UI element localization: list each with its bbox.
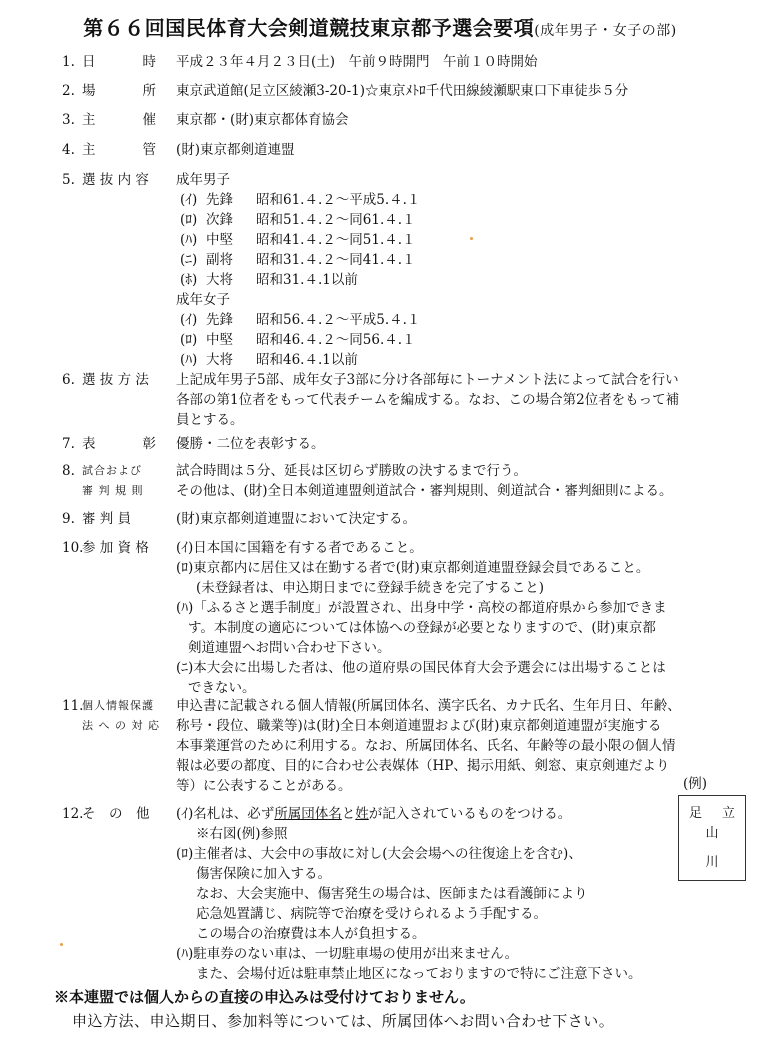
section-number: 5. — [62, 172, 75, 188]
text-line: また、会場付近は駐車禁止地区になっておりますので特にご注意下さい。 — [196, 966, 642, 982]
text-line: (ｲ)名札は、必ず所属団体名と姓が記入されているものをつける。 — [176, 806, 572, 822]
section-number: 2. — [62, 83, 75, 99]
section-text: 優勝・二位を表彰する。 — [176, 436, 325, 452]
text-line: 傷害保険に加入する。 — [196, 866, 331, 882]
list-item: (ﾛ) 次鋒 昭和51.４.２～同61.４.１ — [180, 212, 416, 228]
section-number: 8. — [62, 463, 75, 479]
example-label: (例) — [683, 776, 708, 792]
section-number: 11. — [62, 698, 84, 714]
text-line: 本事業運営のために利用する。なお、所属団体名、氏名、年齢等の最小限の個人情 — [176, 738, 676, 754]
section-text: (財)東京都剣道連盟において決定する。 — [176, 511, 417, 527]
section-number: 10. — [62, 540, 84, 556]
section-label: 選 抜 方 法 — [82, 372, 149, 388]
section-label: そ の 他 — [82, 806, 150, 822]
women-heading: 成年女子 — [176, 292, 230, 308]
text-line: 各部の第1位者をもって代表チームを編成する。なお、この場合第2位者をもって補 — [176, 392, 680, 408]
section-number: 7. — [62, 436, 75, 452]
text-line: できない。 — [188, 680, 256, 696]
text-line: 応急処置講じ、病院等で治療を受けられるよう手配する。 — [196, 906, 547, 922]
contact-notice: 申込方法、申込期日、参加料等については、所属団体へお問い合わせ下さい。 — [72, 1012, 615, 1030]
section-label: 場 所 — [82, 83, 156, 99]
section-number: 9. — [62, 511, 75, 527]
section-text: 平成２３年４月２３日(土) 午前９時開門 午前１０時開始 — [176, 54, 538, 70]
section-body — [176, 370, 716, 430]
section-text: 東京都・(財)東京都体育協会 — [176, 112, 349, 128]
text-line: ※右図(例)参照 — [196, 826, 288, 842]
section-body — [176, 461, 716, 501]
list-item: (ﾊ) 大将 昭和46.４.1以前 — [180, 352, 358, 368]
nametag-char: 立 — [721, 806, 735, 821]
section-number: 6. — [62, 372, 75, 388]
section-label: 主 管 — [82, 142, 156, 158]
section-number: 4. — [62, 142, 75, 158]
underlined-text: 所属団体名 — [274, 806, 342, 822]
section-label: 参 加 資 格 — [82, 540, 149, 556]
section-label: 主 催 — [82, 112, 156, 128]
section-number: 1. — [62, 54, 75, 70]
nametag-char: 足 — [688, 806, 702, 821]
print-speck — [60, 943, 63, 946]
print-speck — [470, 237, 473, 240]
section-number: 12. — [62, 806, 84, 822]
section-label: 日 時 — [82, 54, 156, 70]
underlined-text: 姓 — [355, 806, 369, 822]
text-line: なお、大会実施中、傷害発生の場合は、医師または看護師により — [196, 886, 588, 902]
section-label: 個人情報保護 法 へ の 対 応 — [82, 699, 160, 732]
text-line: その他は、(財)全日本剣道連盟剣道試合・審判規則、剣道試合・審判細則による。 — [176, 483, 673, 499]
section-label: 審 判 員 — [82, 511, 132, 527]
section-label: 表 彰 — [82, 436, 156, 452]
section-number: 3. — [62, 112, 75, 128]
text-line: 試合時間は５分、延長は区切らず勝敗の決するまで行う。 — [176, 463, 527, 479]
title-sub: (成年男子・女子の部) — [534, 23, 677, 39]
text-line: 申込書に記載される個人情報(所属団体名、漢字氏名、カナ氏名、生年月日、年齢、 — [176, 698, 681, 714]
list-item: (ｲ) 先鋒 昭和56.４.２～平成5.４.１ — [180, 312, 421, 328]
section-body — [176, 170, 716, 370]
men-heading: 成年男子 — [176, 172, 230, 188]
text-line: (ｲ)日本国に国籍を有する者であること。 — [176, 540, 423, 556]
section-body — [176, 538, 716, 698]
page-title — [0, 12, 760, 41]
nametag-char: 山 — [705, 826, 719, 841]
section-body — [176, 804, 716, 984]
text-line: (ﾊ)「ふるさと選手制度」が設置され、出身中学・高校の都道府県から参加できま — [176, 600, 667, 616]
nametag-example — [678, 795, 746, 881]
text-line: 剣道連盟へお問い合わせ下さい。 — [188, 640, 391, 656]
text-line: 員とする。 — [176, 412, 244, 428]
text-line: 上記成年男子5部、成年女子3部に分け各部毎にトーナメント法によって試合を行い — [176, 372, 679, 388]
text-line: この場合の治療費は本人が負担する。 — [196, 926, 426, 942]
text-line: 称号・段位、職業等)は(財)全日本剣道連盟および(財)東京都剣道連盟が実施する — [176, 718, 662, 734]
list-item: (ｲ) 先鋒 昭和61.４.２～平成5.４.１ — [180, 192, 421, 208]
section-body — [176, 696, 716, 796]
section-label: 試合および 審 判 規 則 — [82, 464, 144, 497]
text-line: 報は必要の都度、目的に合わせ公表媒体（HP、掲示用紙、剣窓、東京剣連だより — [176, 758, 670, 774]
text-line: (ﾆ)本大会に出場した者は、他の道府県の国民体育大会予選会には出場することは — [176, 660, 666, 676]
text-line: (ﾛ)主催者は、大会中の事故に対し(大会会場への往復途上を含む)、 — [176, 846, 582, 862]
text-line: す。本制度の適応については体協への登録が必要となりますので、(財)東京都 — [188, 620, 656, 636]
title-main: 第６６回国民体育大会剣道競技東京都予選会要項 — [83, 16, 535, 40]
text-line: (ﾛ)東京都内に居住又は在勤する者で(財)東京都剣道連盟登録会員であること。 — [176, 560, 650, 576]
text-line: (未登録者は、申込期日までに登録手続きを完了すること) — [196, 580, 545, 596]
text-line: 等）に公表することがある。 — [176, 778, 352, 794]
list-item: (ﾆ) 副将 昭和31.４.２～同41.４.１ — [180, 252, 416, 268]
list-item: (ﾎ) 大将 昭和31.４.1以前 — [180, 272, 358, 288]
section-text: 東京武道館(足立区綾瀬3-20-1)☆東京ﾒﾄﾛ千代田線綾瀬駅東口下車徒歩５分 — [176, 83, 629, 99]
list-item: (ﾛ) 中堅 昭和46.４.２～同56.４.１ — [180, 332, 416, 348]
nametag-char: 川 — [705, 855, 719, 870]
section-label: 選 抜 内 容 — [82, 172, 149, 188]
bold-notice: ※本連盟では個人からの直接の申込みは受付けておりません。 — [54, 988, 475, 1006]
list-item: (ﾊ) 中堅 昭和41.４.２～同51.４.１ — [180, 232, 416, 248]
text-line: (ﾊ)駐車券のない車は、一切駐車場の使用が出来ません。 — [176, 946, 519, 962]
section-text: (財)東京都剣道連盟 — [176, 142, 295, 158]
